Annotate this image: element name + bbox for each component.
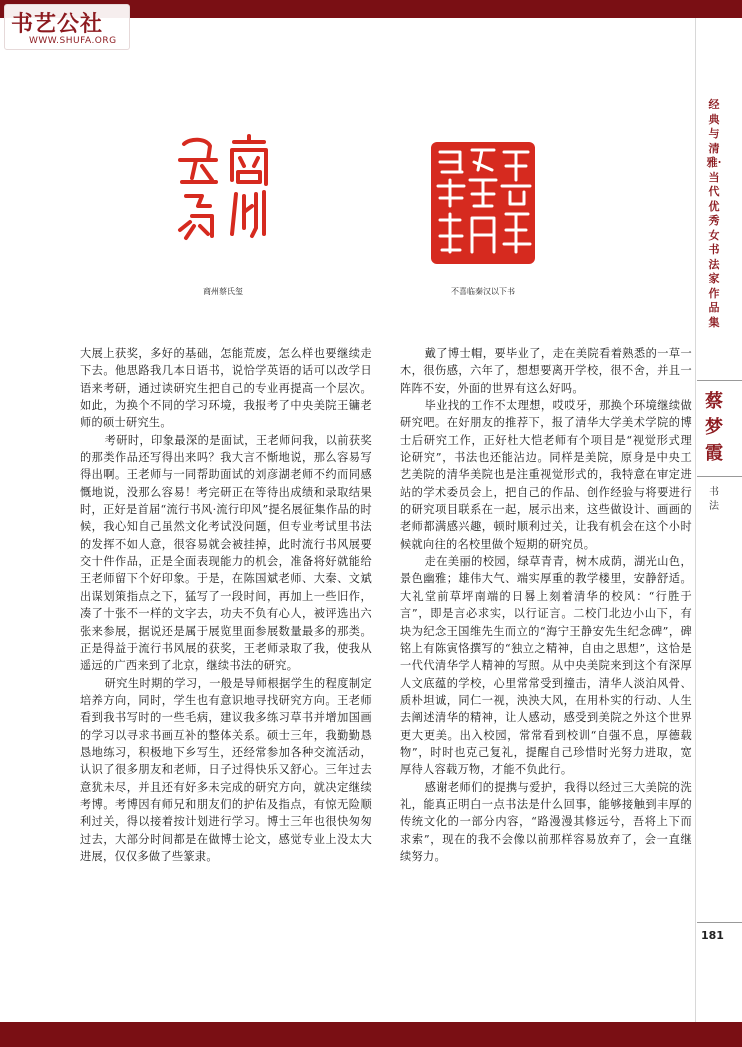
- article-right-column: [400, 345, 692, 865]
- site-watermark-logo[interactable]: [4, 4, 130, 50]
- sidebar-rule: [697, 476, 742, 477]
- author-name: 蔡梦霞: [705, 391, 723, 464]
- sidebar-rule: [697, 380, 742, 381]
- series-title: 经典与清雅·当代优秀女书法家作品集: [706, 98, 722, 329]
- paragraph: 研究生时期的学习，一般是导师根据学生的程度制定培养方向，同时，学生也有意识地寻找研究方向。王老师看到我书写时的一些毛病，建议我多练习草书并增加国画的学习以寻求书画互补的整体关系。硕士三年，我勤勤恳恳地练习，积极地下乡写生，还经常参加各种交流活动，认识了很多朋友和老师，日子过得快乐又舒心。三年过去意犹未尽，并且还有好多未完成的研究方向，就决定继续考博。考博因有师兄和朋友们的护佑及指点，有惊无险顺利过关，得以接着按计划进行学习。博士三年也很快匆匆过去，大部分时间都是在做博士论文，感觉专业上没太大进展，仅仅多做了些篆隶。: [80, 676, 372, 863]
- seal-impression-white-style: [172, 130, 274, 248]
- logo-url: WWW.SHUFA.ORG: [29, 36, 117, 46]
- paragraph: 毕业找的工作不太理想，哎哎牙，那换个环境继续做研究吧。在好朋友的推荐下，报了清华大学美术学院的博士后研究工作，正好杜大恺老师有个项目是“视觉形式理论研究”，书法也还能沾边。同样是美院，原身是中央工艺美院的清华美院也是注重视觉形式的，我特意在审定进站的学术委员会上，把自己的作品、创作经验与将要进行的研究项目联系在一起，展示出来，这些做设计、画画的老师都满感兴趣，顿时顺利过关，让我有机会在这个小时候就向往的名校里做个短期的研究员。: [400, 399, 692, 551]
- paragraph: 戴了博士帽，要毕业了，走在美院看着熟悉的一草一木，很伤感，六年了，想想要离开学校，很不舍，并且一阵阵不安，外面的世界有这么好吗。: [400, 347, 692, 395]
- seal-caption: 商州蔡氏玺: [203, 287, 243, 296]
- paragraph: 大展上获奖，多好的基础，怎能荒废，怎么样也要继续走下去。他思路我几本日语书，说恰学英语的话可以改学日语来考研，通过读研究生把自己的专业再提高一个层次。如此，为换个不同的学习环境，我报考了中央美院王镛老师的硕士研究生。: [80, 347, 372, 430]
- seal-impression-red-style: [430, 140, 536, 266]
- bottom-band: [0, 1022, 742, 1047]
- paragraph: 感谢老师们的提携与爱护，我得以经过三大美院的洗礼，能真正明白一点书法是什么回事，能够接触到丰厚的传统文化的一部分内容，“路漫漫其修远兮，吾将上下而求索”，现在的我不会像以前那样容易放弃了，会一直继续努力。: [400, 780, 692, 863]
- paragraph: 考研时，印象最深的是面试，王老师问我，以前获奖的那类作品还写得出来吗？我大言不惭地说，那么容易写得出啊。王老师与一同帮助面试的刘彦湖老师不约而同感慨地说，没那么容易！考完研正在等待出成绩和录取结果时，正好是首届“流行书风·流行印风”提名展征集作品的时候，我心知自己虽然文化考试没问题，但专业考试里书法的发挥不如人意，很容易就会被挂掉，此时流行书风展要交十件作品，正是全面表现能力的机会，准备将好就能给王老师留下个好印象。于是，在陈国斌老师、大秦、文斌出谋划策指点之下，猛写了一段时间，再加上一些旧作，凑了十张不一样的文字去，功夫不负有心人，被评选出六张来参展，据说还是属于展览里面参展数量最多的那类。正是得益于流行书风展的获奖，王老师录取了我，使我从遥远的广西来到了北京，继续书法的研究。: [80, 433, 372, 673]
- sidebar-rule: [697, 922, 742, 923]
- seal-caption: 不喜临秦汉以下书: [451, 287, 515, 296]
- logo-title: 书艺公社: [11, 11, 104, 37]
- page-number: 181: [701, 929, 724, 942]
- paragraph: 走在美丽的校园，绿草青青，树木成荫，湖光山色，景色幽雅；雄伟大气、端实厚重的教学楼里，安静舒适。大礼堂前草坪南端的日晷上刻着清华的校风：“行胜于言”，即是言必求实，以行证言。二校门北边小山下，有块为纪念王国维先生而立的“海宁王静安先生纪念碑”，碑铭上有陈寅恪撰写的“独立之精神，自由之思想”，这恰是一代代清华学人精神的写照。从中央美院来到这个有深厚人文底蕴的学校，心里常常受到撞击，清华人淡泊风骨、质朴坦诚，同仁一视，泱泱大风，在用朴实的行动、人生去阐述清华的精神，让人感动，感受到美院之外这个世界更大更美。出入校园，常常看到校训“自强不息，厚德载物”，时时也克己复礼，提醒自己珍惜时光努力进取，宽厚待人容载万物，才能不负此行。: [400, 555, 692, 777]
- article-left-column: [80, 345, 372, 865]
- sidebar-divider: [695, 18, 696, 1022]
- category-label: 书法: [709, 487, 719, 512]
